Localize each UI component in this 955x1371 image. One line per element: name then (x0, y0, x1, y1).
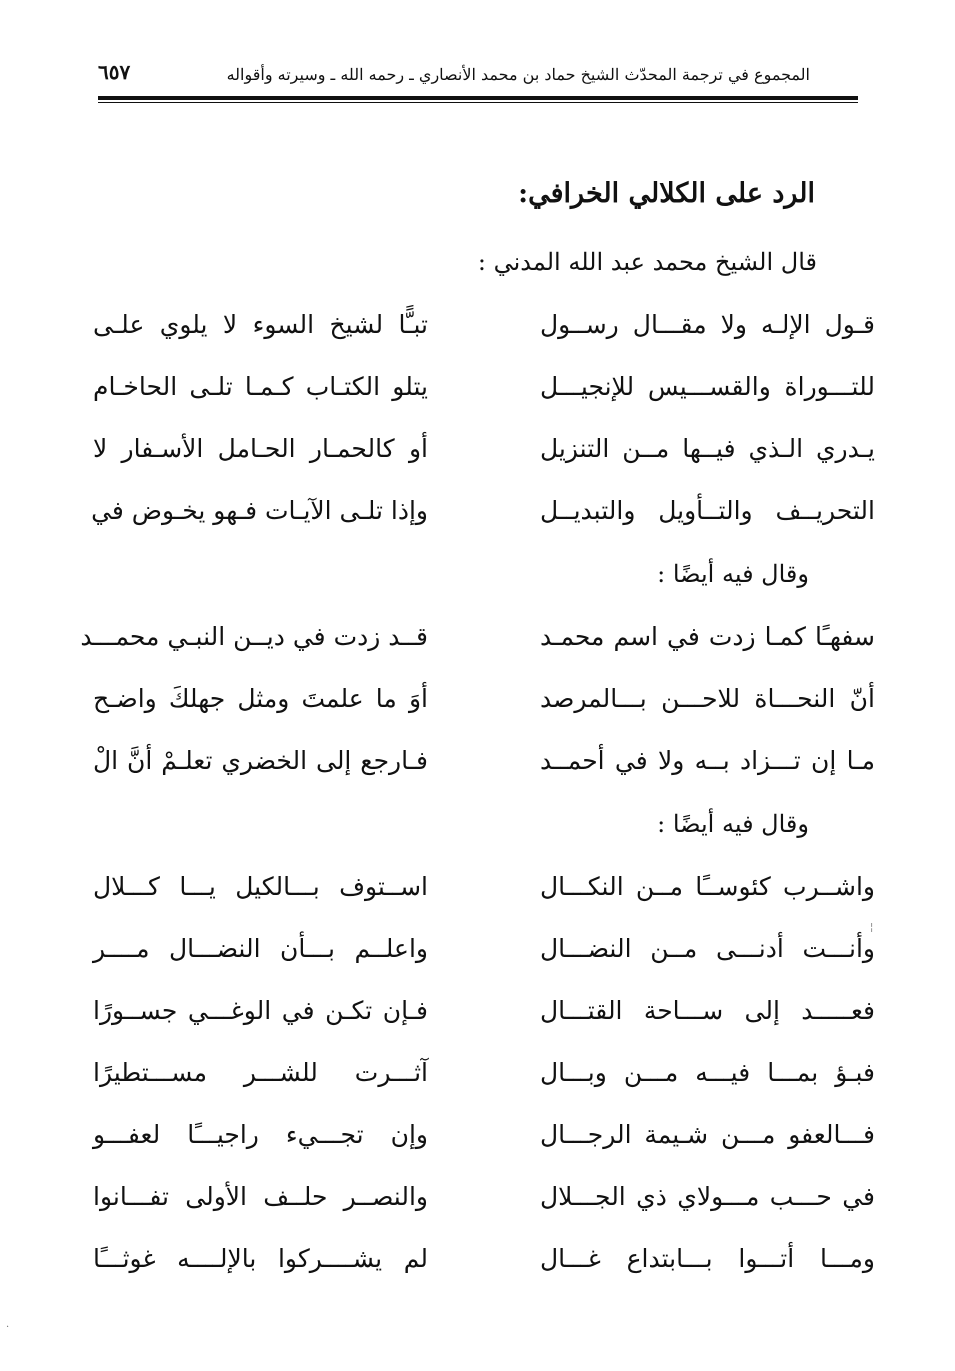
section-title: الرد على الكلالي الخرافي: (518, 178, 815, 209)
header-rule-thin (98, 102, 858, 103)
verse-first-hemistich: أوَ ما علمتَ ومثل جهلكَ واضـح (93, 684, 428, 713)
verse-first-hemistich: قــد زدت في ديــن النبـي محمـــد (80, 622, 428, 651)
verse-first-hemistich: وإن تجـــيء راجيـــًا لعفـــو (93, 1120, 428, 1149)
header-rule-thick (98, 96, 858, 100)
scan-speck: ¦ (870, 922, 874, 933)
verse-first-hemistich: وإذا تلـى الآيـات فـهو يخـوض في (91, 496, 428, 525)
intro-line: قال الشيخ محمد عبد الله المدني : (477, 248, 817, 276)
verse (0, 684, 955, 734)
verse-second-hemistich: للتـــوراة والقســـيس للإنجيـــل (540, 372, 875, 401)
page-header (98, 40, 810, 84)
verse (0, 1244, 955, 1294)
verse-second-hemistich: سفهـًا كمـا زدت في اسم محمـد (540, 622, 875, 651)
verse (0, 746, 955, 796)
verse (0, 496, 955, 546)
subheading: وقال فيه أيضًا : (657, 810, 809, 838)
verse-first-hemistich: والنصــر حلــف الأولى تفـــانوا (93, 1182, 428, 1211)
verse-first-hemistich: اســتوف بـــالكيل يـــا كـــلال (93, 872, 428, 901)
verse-second-hemistich: قـول الإلـه ولا مقـــال رســول (540, 310, 875, 339)
verse-first-hemistich: فـإن تكـن في الوغـــي جســورًا (93, 996, 428, 1025)
verse (0, 1182, 955, 1232)
verse-second-hemistich: ومـــا أتـــوا بـــابتداع غـــال (540, 1244, 875, 1273)
running-title: المجموع في ترجمة المحدّث الشيخ حماد بن محمد الأنصاري ـ رحمه الله ـ وسيرته وأقواله (226, 65, 810, 84)
page-number: ٦٥٧ (98, 60, 131, 84)
verse-first-hemistich: أو كالحمـار الحـامل الأسـفار لا (93, 434, 428, 463)
verse (0, 372, 955, 422)
verse (0, 434, 955, 484)
verse (0, 996, 955, 1046)
verse-first-hemistich: تبـًّا لشيخ السوء لا يلوي علـى (93, 310, 428, 339)
verse-second-hemistich: مـا إن تـــزاد بــه ولا في أحمــد (540, 746, 875, 775)
verse (0, 1058, 955, 1108)
verse-first-hemistich: فـارجع إلى الخضري تعلـمْ أنَّ الْ (93, 746, 428, 775)
verse (0, 622, 955, 672)
verse-first-hemistich: لم يشــــركوا بالإلــــه غوثـــًا (93, 1244, 428, 1273)
verse (0, 310, 955, 360)
subheading: وقال فيه أيضًا : (657, 560, 809, 588)
verse (0, 872, 955, 922)
verse-second-hemistich: أنّ النحـــاة للاحـــن بـــالمرصد (540, 684, 875, 713)
verse-second-hemistich: فـــالعفو مـــن شـيمة الرجـــال (540, 1120, 875, 1149)
verse-second-hemistich: واشــرب كئوســًا مــن النكـــال (540, 872, 875, 901)
verse-second-hemistich: التحريــف والتــأويل والتبديــل (540, 496, 875, 525)
verse (0, 934, 955, 984)
verse-first-hemistich: يتلو الكتـاب كـمـا تلـى الحاخـام (93, 372, 428, 401)
verse-first-hemistich: واعلــم بـــأن النضـــال مــــر (93, 934, 428, 963)
verse-second-hemistich: وأنـــت أدنـــى مــن النضـــال (540, 934, 875, 963)
verse-second-hemistich: فعـــــد إلى ســـاحة القتـــال (540, 996, 875, 1025)
scan-speck: · (6, 1322, 10, 1333)
verse-second-hemistich: في حـــب مـــولاي ذي الجـــلال (540, 1182, 875, 1211)
verse (0, 1120, 955, 1170)
verse-first-hemistich: آثـــرت للشـــر مســـتطيرًا (93, 1058, 428, 1087)
verse-second-hemistich: فبـؤ بمـــا فيـــه مـــن وبـــال (540, 1058, 875, 1087)
verse-second-hemistich: يـدري الـذي فيــها مــن التنزيل (540, 434, 875, 463)
